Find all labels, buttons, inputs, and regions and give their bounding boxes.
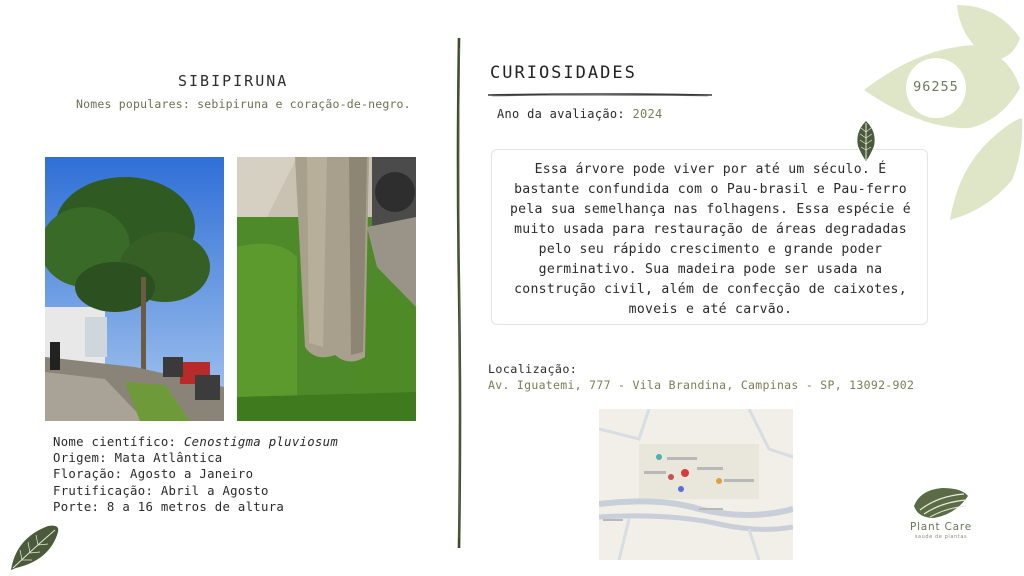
popular-names: Nomes populares: sebipiruna e coração-de-negro.	[76, 97, 411, 111]
curiosity-text: Essa árvore pode viver por até um século. É bastante confundida com o Pau-brasil e Pau-ferro pela sua semelhança nas folhagens. Essa espécie é muito usada para restauração de áreas degradadas pelo seu rápido crescimento e grande poder germinativo. Sua madeira pode ser usada na construção civil, além de confecção de caixotes, moveis e até carvão.	[510, 162, 911, 317]
location-label: Localização:	[488, 362, 578, 376]
tree-code: 96255	[913, 79, 959, 95]
vertical-divider	[455, 38, 463, 548]
curiosities-heading: CURIOSIDADES	[490, 63, 637, 83]
year-value: 2024	[632, 107, 663, 121]
flowering: Floração: Agosto a Janeiro	[53, 467, 254, 482]
location-map[interactable]	[599, 409, 793, 560]
size: Porte: 8 a 16 metros de altura	[53, 499, 285, 514]
trunk-photo	[237, 157, 416, 421]
brand-tagline: saúde de plantas	[914, 534, 968, 540]
plant-info	[53, 434, 338, 515]
fruiting: Frutificação: Abril a Agosto	[53, 483, 269, 498]
scientific-name: Cenostigma pluviosum	[183, 435, 339, 449]
plant-care-logo-icon	[912, 486, 970, 520]
evaluation-year	[497, 107, 663, 121]
brand-name: Plant Care	[909, 521, 973, 533]
year-label: Ano da avaliação:	[497, 107, 633, 121]
scientific-name-line	[53, 434, 338, 450]
tree-photo	[45, 157, 224, 421]
location-address: Av. Iguatemi, 777 - Vila Brandina, Campinas - SP, 13092-902	[488, 378, 915, 392]
bottom-leaf-icon	[8, 520, 62, 572]
plant-name: SIBIPIRUNA	[178, 72, 289, 90]
scientific-name-label: Nome científico:	[53, 435, 184, 449]
origin: Origem: Mata Atlântica	[53, 451, 223, 466]
decorative-leaves	[862, 0, 1024, 225]
heading-underline	[488, 84, 712, 92]
